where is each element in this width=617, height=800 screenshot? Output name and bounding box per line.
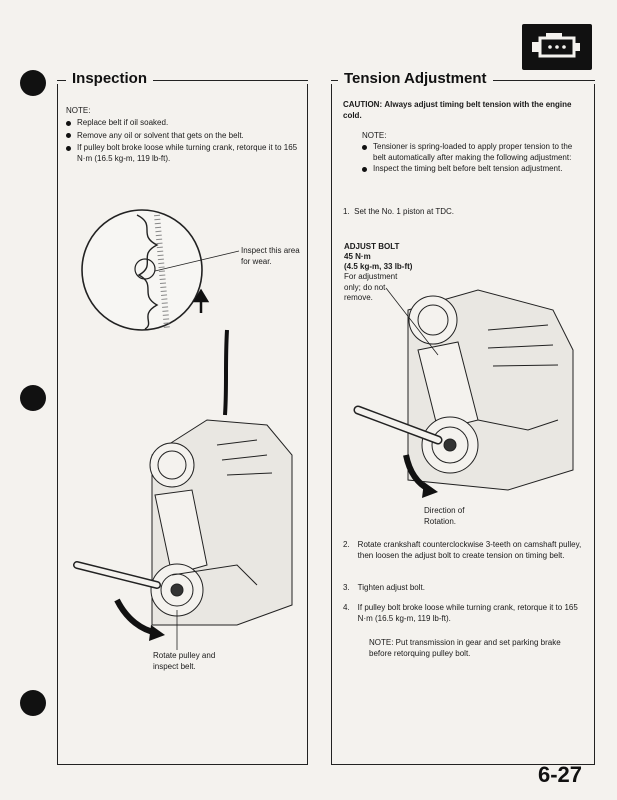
punch-hole-icon — [20, 690, 46, 716]
step-1: 1. Set the No. 1 piston at TDC. — [343, 207, 455, 216]
direction-label: Direction of Rotation. — [424, 506, 465, 526]
punch-hole-icon — [20, 385, 46, 411]
adjust-bolt-torque: 45 N·m — [344, 252, 371, 261]
inspection-bullets — [66, 118, 302, 164]
list-item: If pulley bolt broke loose while turning crank, retorque it to 165 N·m (16.5 kg-m, 119 lb-ft). — [66, 143, 302, 164]
list-item: Tensioner is spring-loaded to apply proper tension to the belt automatically after making the following adjustment: — [362, 142, 584, 163]
rotate-pulley-callout: Rotate pulley and inspect belt. — [153, 651, 216, 671]
list-item: Replace belt if oil soaked. — [66, 118, 302, 129]
page-number: 6-27 — [538, 762, 583, 787]
step-2: 2. Rotate crankshaft counterclockwise 3-teeth on camshaft pulley, then loosen the adjust bolt to create tension on timing belt. — [343, 540, 582, 560]
caution-label: CAUTION: — [343, 100, 383, 109]
inspection-note-label: NOTE: — [66, 106, 91, 115]
adjust-bolt-note: For adjustment only; do not remove. — [344, 272, 398, 302]
inspect-wear-callout: Inspect this area for wear. — [241, 246, 300, 266]
step-4: 4. If pulley bolt broke loose while turning crank, retorque it to 165 N·m (16.5 kg-m, 119 lb-ft). — [343, 603, 578, 623]
tension-note-bullets — [362, 142, 584, 175]
list-item: Inspect the timing belt before belt tension adjustment. — [362, 164, 584, 175]
engine-badge-icon — [522, 24, 592, 70]
punch-hole-icon — [20, 70, 46, 96]
caution-block — [343, 100, 585, 121]
tension-heading: Tension Adjustment — [338, 70, 493, 88]
inspection-heading: Inspection — [66, 70, 153, 88]
inspection-illustration — [57, 205, 307, 675]
adjust-bolt-title: ADJUST BOLT — [344, 242, 400, 251]
adjust-bolt-torque-alt: (4.5 kg-m, 33 lb-ft) — [344, 262, 413, 271]
list-item: Remove any oil or solvent that gets on the belt. — [66, 131, 302, 142]
tension-note-label: NOTE: — [362, 131, 387, 140]
step-3: 3. Tighten adjust bolt. — [343, 583, 425, 592]
tension-illustration — [338, 270, 588, 510]
caution-text: Always adjust timing belt tension with the engine cold. — [343, 100, 572, 120]
final-note: NOTE: Put transmission in gear and set parking brake before retorquing pulley bolt. — [369, 638, 561, 658]
